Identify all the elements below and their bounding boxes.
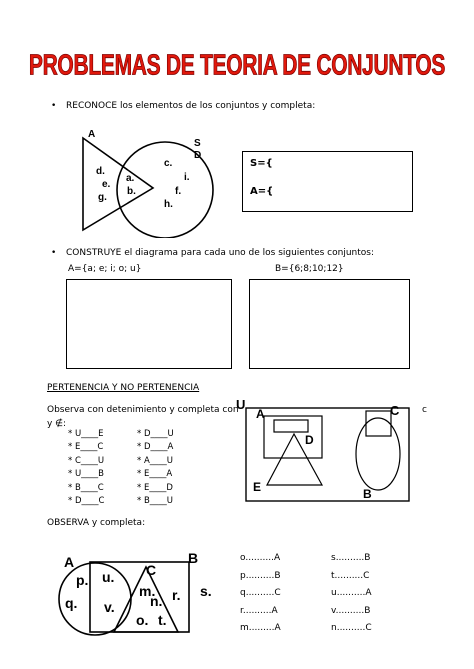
element-v: v. — [104, 599, 115, 615]
element-g: g. — [98, 192, 107, 203]
element-b: b. — [127, 186, 136, 197]
membership-item[interactable]: * B____U — [137, 496, 174, 507]
relation-item[interactable]: m.........A — [240, 623, 281, 633]
venn-diagram-universe — [232, 396, 422, 506]
element-h: h. — [164, 199, 173, 210]
section2-instruction: CONSTRUYE el diagrama para cada uno de los siguientes conjuntos: — [66, 248, 374, 258]
set-b-label: B — [188, 550, 199, 566]
set-c-square — [366, 411, 391, 436]
set-b-ellipse — [356, 418, 400, 490]
section3-heading: PERTENENCIA Y NO PERTENENCIA — [47, 383, 200, 393]
membership-item[interactable]: * D____C — [68, 496, 105, 507]
set-b-label: B — [363, 487, 372, 501]
drawing-box-b[interactable] — [249, 279, 410, 369]
bullet: • — [51, 101, 57, 111]
membership-column-1 — [68, 428, 104, 508]
relation-item[interactable]: s..........B — [331, 553, 371, 563]
venn-diagram-a-s — [60, 128, 230, 238]
answer-line-a: A={ — [250, 186, 274, 197]
drawing-box-a[interactable] — [66, 279, 232, 369]
element-n: n. — [150, 593, 163, 609]
element-f: f. — [175, 186, 182, 197]
element-t: t. — [158, 612, 167, 628]
relation-item[interactable]: o..........A — [240, 553, 281, 563]
element-q: q. — [65, 595, 78, 611]
relation-item[interactable]: n..........C — [331, 623, 372, 633]
element-m: m. — [139, 583, 156, 599]
set-a-label: A — [64, 554, 75, 570]
answer-line-s: S={ — [250, 158, 273, 169]
element-o: o. — [136, 612, 149, 628]
relation-column-1 — [240, 550, 281, 638]
element-u: u. — [102, 569, 115, 585]
element-c: c. — [164, 158, 173, 169]
answer-box-s-a[interactable] — [242, 151, 413, 212]
relation-item[interactable]: r..........A — [240, 605, 278, 616]
section3-instruction-line1: Observa con detenimiento y completa con — [47, 405, 239, 415]
membership-item[interactable]: * C____U — [68, 455, 105, 466]
section3-instruction-line2: y ∉: — [47, 419, 67, 429]
set-d-label: D — [305, 433, 314, 447]
membership-item[interactable]: * U____B — [68, 469, 105, 480]
membership-item[interactable]: * A____U — [137, 455, 173, 466]
membership-item[interactable]: * E____A — [137, 469, 173, 480]
section4-instruction: OBSERVA y completa: — [47, 518, 146, 528]
relation-column-2 — [331, 550, 372, 638]
set-c-label: C — [390, 403, 400, 418]
membership-item[interactable]: * D____A — [137, 442, 174, 453]
relation-item[interactable]: q..........C — [240, 588, 281, 598]
set-d-rect — [274, 420, 308, 432]
relation-item[interactable]: p..........B — [240, 570, 281, 581]
page-title: PROBLEMAS DE TEORIA DE CONJUNTOS — [28, 50, 446, 82]
membership-item[interactable]: * E____D — [137, 482, 173, 493]
relation-item[interactable]: u..........A — [331, 588, 372, 598]
membership-column-2 — [137, 428, 174, 508]
set-b-definition: B={6;8;10;12} — [275, 264, 344, 274]
set-e-label: E — [253, 480, 262, 494]
relation-item[interactable]: t..........C — [331, 570, 370, 581]
element-d: d. — [96, 166, 105, 177]
relation-item[interactable]: v..........B — [331, 605, 371, 616]
venn-diagram-a-b-c — [58, 548, 213, 640]
element-s: s. — [200, 583, 212, 599]
membership-item[interactable]: * U____E — [68, 429, 104, 439]
element-r: r. — [172, 587, 181, 603]
set-s-label: S — [194, 138, 201, 149]
element-e: e. — [102, 179, 111, 190]
membership-item[interactable]: * E____C — [68, 442, 104, 453]
element-i: i. — [184, 172, 190, 183]
trailing-mark: c — [422, 405, 427, 415]
element-a: a. — [126, 173, 135, 184]
universe-rect — [246, 408, 409, 501]
set-a-label: A — [256, 407, 265, 421]
membership-item[interactable]: * B____C — [68, 482, 104, 493]
universe-label: U — [236, 397, 246, 412]
set-a-label: A — [88, 129, 96, 140]
set-e-triangle — [267, 434, 322, 485]
bullet: • — [51, 248, 57, 258]
element-p: p. — [76, 572, 89, 588]
section1-instruction: RECONOCE los elementos de los conjuntos y completa: — [66, 101, 316, 111]
membership-item[interactable]: * D____U — [137, 429, 174, 439]
set-a-definition: A={a; e; i; o; u} — [68, 264, 142, 274]
set-c-label: C — [146, 562, 157, 578]
set-s-sub-label: D — [194, 150, 202, 161]
